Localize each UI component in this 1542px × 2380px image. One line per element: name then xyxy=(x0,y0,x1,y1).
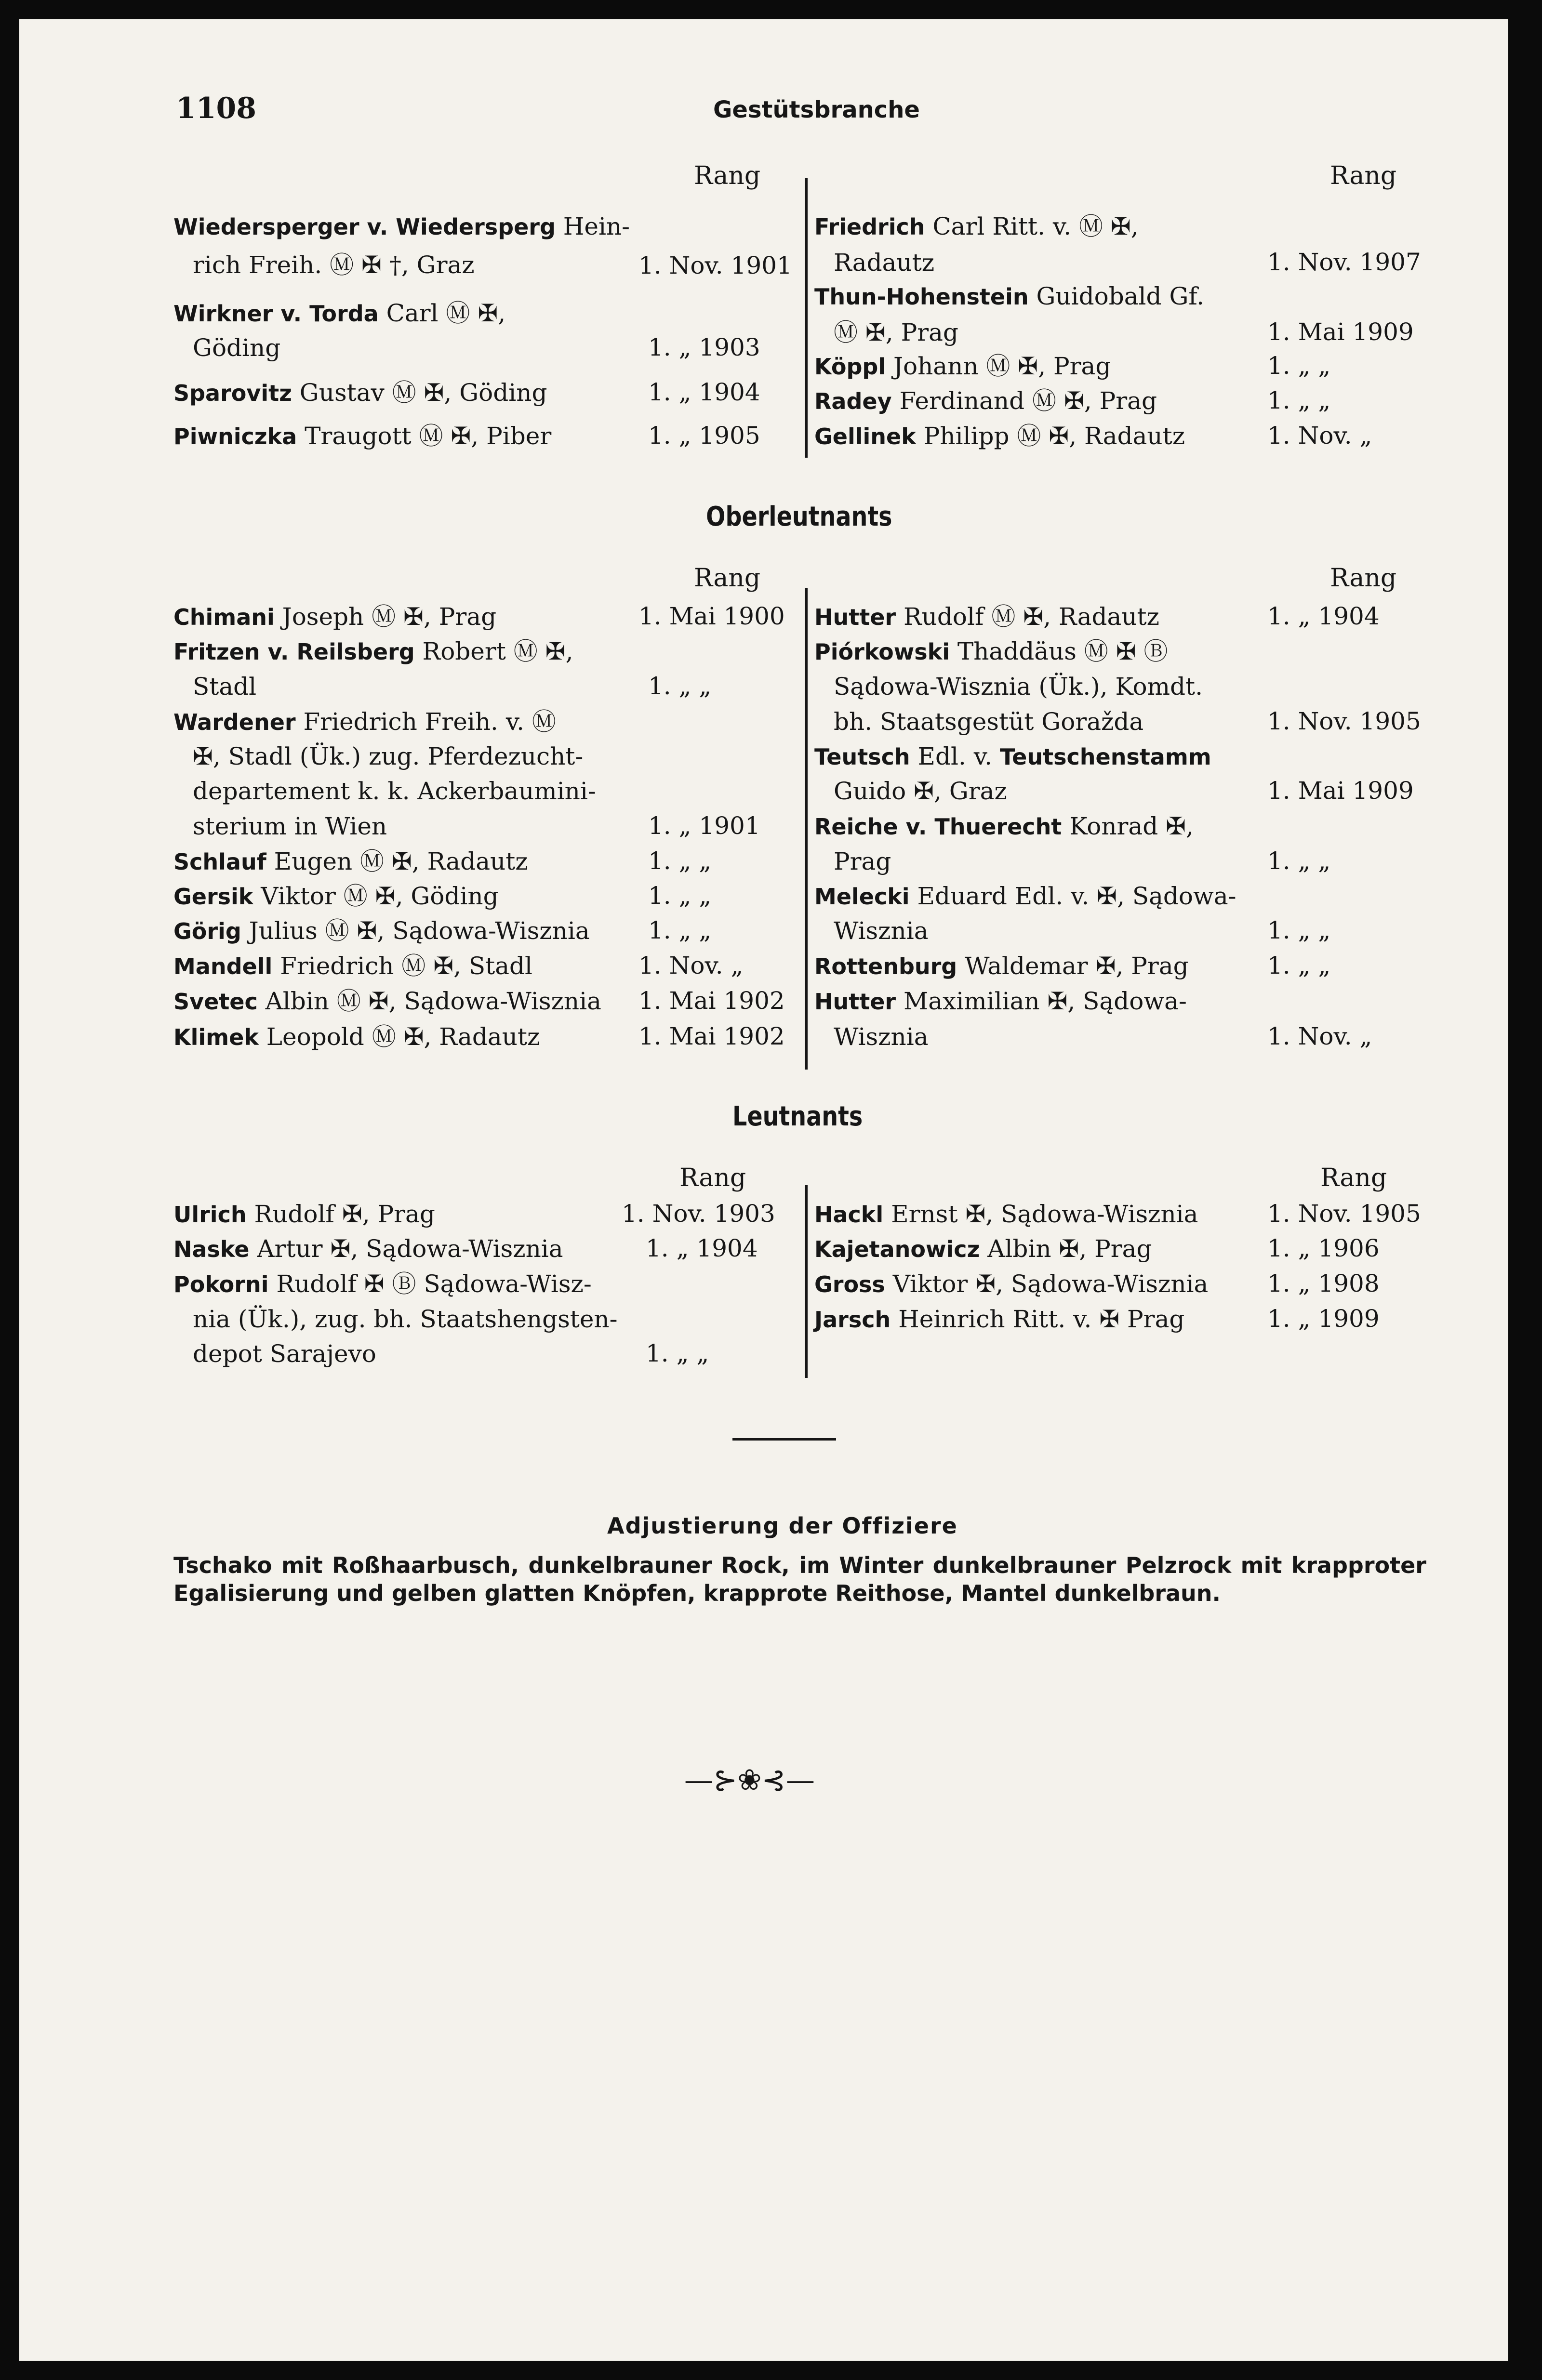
adjustierung-text: Tschako mit Roßhaarbusch, dunkelbrauner Rock, im Winter dunkelbrauner Pelzrock mit krapproter Egalisierung und gelben glatten Knöpfen, krapprote Reithose, Mantel dunkelbraun. xyxy=(173,1552,1426,1606)
rang-header-right: Rang xyxy=(1330,161,1397,190)
rang-date: 1. Nov. 1905 xyxy=(1267,1200,1421,1228)
list-item: Naske Artur ✠, Sądowa-Wisznia xyxy=(173,1235,563,1263)
list-item-continuation: Prag xyxy=(834,847,891,875)
list-item-continuation: Wisznia xyxy=(834,1023,929,1051)
rang-date: 1. „ 1909 xyxy=(1267,1305,1380,1333)
rang-date: 1. „ 1904 xyxy=(1267,602,1380,630)
list-item-continuation: sterium in Wien xyxy=(193,812,387,840)
rang-date: 1. „ „ xyxy=(648,916,712,944)
list-item: Schlauf Eugen Ⓜ ✠, Radautz xyxy=(173,847,528,875)
rang-date: 1. Mai 1900 xyxy=(638,602,785,630)
list-item: Klimek Leopold Ⓜ ✠, Radautz xyxy=(173,1023,540,1051)
list-item: Wirkner v. Torda Carl Ⓜ ✠, xyxy=(173,299,506,327)
rang-date: 1. „ „ xyxy=(648,882,712,910)
list-item-continuation: depot Sarajevo xyxy=(193,1340,376,1368)
list-item: Wiedersperger v. Wiedersperg Hein- xyxy=(173,212,630,240)
list-item-continuation: rich Freih. Ⓜ ✠ †, Graz xyxy=(193,251,475,279)
list-item-continuation: departement k. k. Ackerbaumini- xyxy=(193,777,596,805)
rang-date: 1. „ „ xyxy=(1267,352,1331,380)
list-item: Hutter Rudolf Ⓜ ✠, Radautz xyxy=(814,603,1159,631)
column-divider xyxy=(805,588,808,1070)
rang-date: 1. „ 1906 xyxy=(1267,1234,1380,1262)
list-item: Gellinek Philipp Ⓜ ✠, Radautz xyxy=(814,422,1185,450)
list-item: Friedrich Carl Ritt. v. Ⓜ ✠, xyxy=(814,212,1139,240)
list-item: Fritzen v. Reilsberg Robert Ⓜ ✠, xyxy=(173,637,573,665)
list-item: Köppl Johann Ⓜ ✠, Prag xyxy=(814,352,1111,380)
rang-date: 1. Nov. 1907 xyxy=(1267,248,1421,276)
rang-date: 1. Nov. „ xyxy=(1267,1022,1372,1050)
rang-date: 1. „ 1901 xyxy=(648,812,760,840)
list-item: Melecki Eduard Edl. v. ✠, Sądowa- xyxy=(814,882,1236,910)
rang-date: 1. Nov. 1905 xyxy=(1267,707,1421,735)
rang-date: 1. „ „ xyxy=(648,847,712,875)
separator-rule xyxy=(732,1438,836,1441)
list-item-continuation: bh. Staatsgestüt Goražda xyxy=(834,708,1144,736)
rang-date: 1. „ „ xyxy=(648,672,712,700)
list-item-continuation: Ⓜ ✠, Prag xyxy=(834,318,958,346)
list-item: Chimani Joseph Ⓜ ✠, Prag xyxy=(173,603,497,631)
page xyxy=(19,19,1508,2361)
list-item: Gersik Viktor Ⓜ ✠, Göding xyxy=(173,882,499,910)
list-item: Mandell Friedrich Ⓜ ✠, Stadl xyxy=(173,952,533,980)
rang-header-left: Rang xyxy=(679,1164,746,1192)
rang-date: 1. „ 1903 xyxy=(648,333,760,361)
list-item-continuation: Radautz xyxy=(834,249,935,277)
list-item: Görig Julius Ⓜ ✠, Sądowa-Wisznia xyxy=(173,917,590,945)
list-item-continuation: Stadl xyxy=(193,673,257,701)
list-item: Piórkowski Thaddäus Ⓜ ✠ Ⓑ xyxy=(814,637,1168,665)
list-item: Piwniczka Traugott Ⓜ ✠, Piber xyxy=(173,422,552,450)
list-item-continuation: ✠, Stadl (Ük.) zug. Pferdezucht- xyxy=(193,742,584,770)
rang-date: 1. „ „ xyxy=(1267,847,1331,875)
list-item: Reiche v. Thuerecht Konrad ✠, xyxy=(814,812,1194,840)
list-item: Jarsch Heinrich Ritt. v. ✠ Prag xyxy=(814,1305,1185,1333)
rang-date: 1. Mai 1902 xyxy=(638,987,785,1015)
list-item: Wardener Friedrich Freih. v. Ⓜ xyxy=(173,708,556,736)
rang-header-left: Rang xyxy=(694,161,761,190)
rang-date: 1. „ 1908 xyxy=(1267,1269,1380,1297)
rang-date: 1. Mai 1909 xyxy=(1267,318,1414,346)
section-title-oberleutnants: Oberleutnants xyxy=(706,501,892,532)
list-item: Hackl Ernst ✠, Sądowa-Wisznia xyxy=(814,1200,1198,1228)
list-item-continuation: Wisznia xyxy=(834,917,929,945)
list-item: Pokorni Rudolf ✠ Ⓑ Sądowa-Wisz- xyxy=(173,1270,592,1298)
rang-date: 1. „ „ xyxy=(1267,386,1331,414)
rang-date: 1. Mai 1902 xyxy=(638,1022,785,1050)
list-item: Ulrich Rudolf ✠, Prag xyxy=(173,1200,435,1228)
list-item-continuation: Sądowa-Wisznia (Ük.), Komdt. xyxy=(834,673,1203,701)
rang-date: 1. Nov. „ xyxy=(638,952,744,979)
section-title-leutnants: Leutnants xyxy=(732,1101,863,1132)
rang-date: 1. „ „ xyxy=(646,1339,709,1367)
list-item: Gross Viktor ✠, Sądowa-Wisznia xyxy=(814,1270,1209,1298)
list-item: Radey Ferdinand Ⓜ ✠, Prag xyxy=(814,387,1157,415)
page-number: 1108 xyxy=(176,92,256,125)
list-item: Kajetanowicz Albin ✠, Prag xyxy=(814,1235,1152,1263)
list-item-continuation: Guido ✠, Graz xyxy=(834,777,1007,805)
rang-header-left: Rang xyxy=(694,564,761,593)
rang-date: 1. „ 1904 xyxy=(646,1234,758,1262)
rang-date: 1. „ „ xyxy=(1267,916,1331,944)
rang-date: 1. „ 1905 xyxy=(648,422,760,450)
list-item: Rottenburg Waldemar ✠, Prag xyxy=(814,952,1189,980)
list-item: Thun-Hohenstein Guidobald Gf. xyxy=(814,282,1204,310)
end-ornament: —⊱❀⊰— xyxy=(684,1763,815,1797)
rang-date: 1. Mai 1909 xyxy=(1267,777,1414,805)
list-item: Teutsch Edl. v. Teutschenstamm xyxy=(814,742,1211,770)
list-item: Sparovitz Gustav Ⓜ ✠, Göding xyxy=(173,379,547,407)
rang-date: 1. Nov. 1901 xyxy=(638,251,792,279)
column-divider xyxy=(805,1185,808,1378)
rang-date: 1. Nov. „ xyxy=(1267,422,1372,450)
rang-header-right: Rang xyxy=(1320,1164,1387,1192)
rang-header-right: Rang xyxy=(1330,564,1397,593)
list-item: Svetec Albin Ⓜ ✠, Sądowa-Wisznia xyxy=(173,987,601,1015)
list-item-continuation: nia (Ük.), zug. bh. Staatshengsten- xyxy=(193,1305,618,1333)
adjustierung-title: Adjustierung der Offiziere xyxy=(607,1513,958,1539)
rang-date: 1. Nov. 1903 xyxy=(622,1200,775,1228)
running-head: Gestütsbranche xyxy=(713,96,920,123)
column-divider xyxy=(805,178,808,458)
list-item: Hutter Maximilian ✠, Sądowa- xyxy=(814,987,1187,1015)
rang-date: 1. „ 1904 xyxy=(648,378,760,406)
list-item-continuation: Göding xyxy=(193,334,281,362)
rang-date: 1. „ „ xyxy=(1267,952,1331,979)
